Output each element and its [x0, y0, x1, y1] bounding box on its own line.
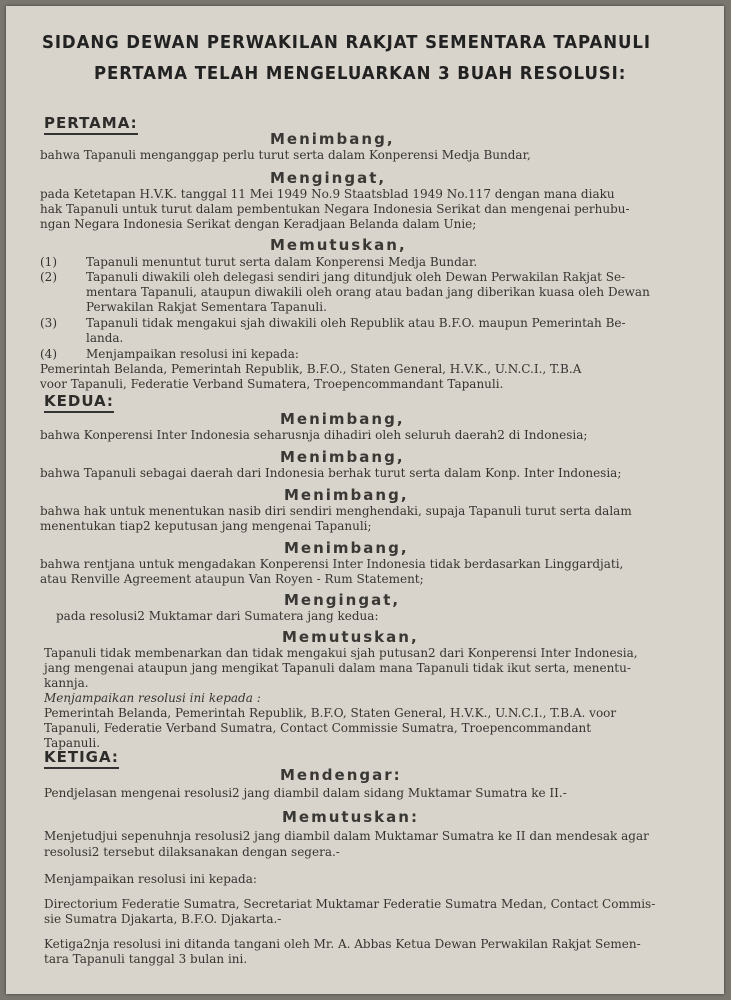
item-text: Tapanuli menuntut turut serta dalam Konperensi Medja Bundar.: [86, 255, 478, 269]
ketiga-send-label: Menjampaikan resolusi ini kepada:: [44, 872, 257, 886]
ketiga-memutuskan-heading: Memutuskan:: [282, 808, 419, 826]
pertama-recipients-line: Pemerintah Belanda, Pemerintah Republik, B.F.O., Staten General, H.V.K., U.N.C.I., T.B.A: [40, 362, 582, 376]
ketiga-memutuskan-line: resolusi2 tersebut dilaksanakan dengan segera.-: [44, 845, 340, 859]
ketiga-mendengar-text: Pendjelasan mengenai resolusi2 jang diambil dalam sidang Muktamar Sumatra ke II.-: [44, 786, 567, 800]
kedua-send-line: Pemerintah Belanda, Pemerintah Republik, B.F.O, Staten General, H.V.K., U.N.C.I., T.B.A. voor: [44, 706, 617, 720]
kedua-block-text: pada resolusi2 Muktamar dari Sumatera jang kedua:: [56, 609, 379, 623]
kedua-send-label: Menjampaikan resolusi ini kepada :: [44, 691, 261, 705]
kedua-send-line: Tapanuli.: [44, 736, 101, 750]
section-pertama-label: PERTAMA:: [44, 114, 138, 135]
ketiga-send-line: sie Sumatra Djakarta, B.F.O. Djakarta.-: [44, 912, 282, 926]
kedua-block-text: bahwa hak untuk menentukan nasib diri sendiri menghendaki, supaja Tapanuli turut serta dalam: [40, 504, 632, 518]
kedua-memutuskan-heading: Memutuskan,: [282, 628, 419, 646]
kedua-mengingat-heading: Mengingat,: [284, 591, 401, 609]
pertama-mengingat-line: hak Tapanuli untuk turut dalam pembentukan Negara Indonesia Serikat dan mengenai perhubu-: [40, 202, 630, 216]
section-ketiga-label: KETIGA:: [44, 748, 119, 769]
pertama-mengingat-heading: Mengingat,: [270, 169, 387, 187]
item-text: Menjampaikan resolusi ini kepada:: [86, 347, 299, 361]
item-text: Tapanuli diwakili oleh delegasi sendiri jang ditundjuk oleh Dewan Perwakilan Rakjat Se-: [86, 270, 626, 284]
pertama-mengingat-line: ngan Negara Indonesia Serikat dengan Keradjaan Belanda dalam Unie;: [40, 217, 477, 231]
kedua-block-text: atau Renville Agreement ataupun Van Royen - Rum Statement;: [40, 572, 424, 586]
document-page: [6, 6, 724, 994]
kedua-block-text: bahwa rentjana untuk mengadakan Konperensi Inter Indonesia tidak berdasarkan Linggardjati,: [40, 557, 624, 571]
kedua-menimbang-heading: Menimbang,: [280, 448, 405, 466]
item-text: mentara Tapanuli, ataupun diwakili oleh orang atau badan jang diberikan kuasa oleh Dewan: [86, 285, 650, 299]
pertama-mengingat-line: pada Ketetapan H.V.K. tanggal 11 Mei 1949 No.9 Staatsblad 1949 No.117 dengan mana diaku: [40, 187, 615, 201]
ketiga-send-line: Directorium Federatie Sumatra, Secretariat Muktamar Federatie Sumatra Medan, Contact Commis-: [44, 897, 656, 911]
ketiga-mendengar-heading: Mendengar:: [280, 766, 402, 784]
kedua-menimbang-heading: Menimbang,: [284, 539, 409, 557]
kedua-block-text: menentukan tiap2 keputusan jang mengenai Tapanuli;: [40, 519, 372, 533]
section-kedua-label: KEDUA:: [44, 392, 114, 413]
item-text: Perwakilan Rakjat Sementara Tapanuli.: [86, 300, 327, 314]
ketiga-memutuskan-line: Menjetudjui sepenuhnja resolusi2 jang diambil dalam Muktamar Sumatra ke II dan mendesak agar: [44, 829, 649, 843]
item-text: Tapanuli tidak mengakui sjah diwakili oleh Republik atau B.F.O. maupun Pemerintah Be-: [86, 316, 626, 330]
ketiga-closing-line: Ketiga2nja resolusi ini ditanda tangani oleh Mr. A. Abbas Ketua Dewan Perwakilan Rakjat Semen-: [44, 937, 641, 951]
ketiga-closing-line: tara Tapanuli tanggal 3 bulan ini.: [44, 952, 248, 966]
kedua-block-text: jang mengenai ataupun jang mengikat Tapanuli dalam mana Tapanuli tidak ikut serta, menentu-: [44, 661, 631, 675]
title-line-2: PERTAMA TELAH MENGELUARKAN 3 BUAH RESOLUSI:: [94, 63, 627, 84]
kedua-block-text: Tapanuli tidak membenarkan dan tidak mengakui sjah putusan2 dari Konperensi Inter Indonesia,: [44, 646, 638, 660]
kedua-block-text: kannja.: [44, 676, 89, 690]
pertama-recipients-line: voor Tapanuli, Federatie Verband Sumatera, Troepencommandant Tapanuli.: [40, 377, 504, 391]
kedua-block-text: bahwa Tapanuli sebagai daerah dari Indonesia berhak turut serta dalam Konp. Inter Indonesia;: [40, 466, 622, 480]
pertama-menimbang-text: bahwa Tapanuli menganggap perlu turut serta dalam Konperensi Medja Bundar,: [40, 148, 531, 162]
kedua-menimbang-heading: Menimbang,: [280, 410, 405, 428]
title-line-1: SIDANG DEWAN PERWAKILAN RAKJAT SEMENTARA TAPANULI: [42, 32, 651, 53]
pertama-menimbang-heading: Menimbang,: [270, 130, 395, 148]
item-text: landa.: [86, 331, 124, 345]
kedua-send-line: Tapanuli, Federatie Verband Sumatra, Contact Commissie Sumatra, Troepencommandant: [44, 721, 592, 735]
item-number: (3): [40, 316, 57, 330]
item-number: (2): [40, 270, 57, 284]
pertama-memutuskan-heading: Memutuskan,: [270, 236, 407, 254]
kedua-menimbang-heading: Menimbang,: [284, 486, 409, 504]
item-number: (4): [40, 347, 57, 361]
kedua-block-text: bahwa Konperensi Inter Indonesia seharusnja dihadiri oleh seluruh daerah2 di Indonesia;: [40, 428, 588, 442]
item-number: (1): [40, 255, 57, 269]
